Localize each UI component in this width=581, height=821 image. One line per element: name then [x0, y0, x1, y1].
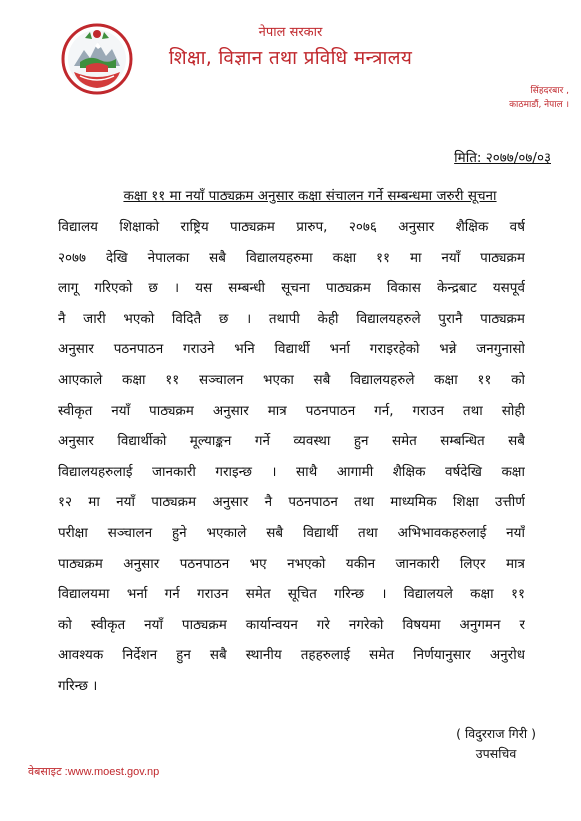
body-line: अनुसार पठनपाठन गराउने भनि विद्यार्थी भर्ना गराइरहेको भन्ने जनगुनासो	[58, 341, 525, 358]
ministry-name: शिक्षा, विज्ञान तथा प्रविधि मन्त्रालय	[168, 47, 413, 69]
body-line: विद्यालय शिक्षाको राष्ट्रिय पाठ्यक्रम प्रारुप, २०७६ अनुसार शैक्षिक वर्ष	[58, 219, 525, 235]
notice-date: मिति: २०७७/०७/०३	[454, 150, 551, 166]
body-line: परीक्षा सञ्चालन हुने भएकाले सबै विद्यार्थी तथा अभिभावकहरुलाई नयाँ	[58, 524, 525, 541]
address-line: सिंहदरबार ,	[530, 86, 569, 96]
body-line: पाठ्यक्रम अनुसार पठनपाठन भए नभएको यकीन जानकारी लिएर मात्र	[58, 555, 525, 572]
body-line: विद्यालयहरुलाई जानकारी गराइन्छ । साथै आगामी शैक्षिक वर्षदेखि कक्षा	[58, 463, 525, 480]
body-line: विद्यालयमा भर्ना गर्न गराउन समेत सूचित गरिन्छ । विद्यालयले कक्षा ११	[58, 586, 525, 603]
body-line: लागू गरिएको छ । यस सम्बन्धी सूचना पाठ्यक्रम विकास केन्द्रबाट यसपूर्व	[58, 280, 525, 297]
website-link[interactable]: वेबसाइट :www.moest.gov.np	[28, 766, 160, 778]
body-line: २०७७ देखि नेपालका सबै विद्यालयहरुमा कक्षा ११ मा नयाँ पाठ्यक्रम	[58, 249, 525, 266]
notice-body	[58, 212, 525, 702]
body-line: आएकाले कक्षा ११ सञ्चालन भएका सबै विद्यालयहरुले कक्षा ११ को	[58, 371, 525, 388]
body-line: अनुसार विद्यार्थीको मूल्याङ्कन गर्ने व्यवस्था हुन समेत सम्बन्धित सबै	[58, 433, 525, 450]
office-address	[509, 84, 569, 112]
government-name: नेपाल सरकार	[258, 25, 323, 40]
signatory-block	[456, 724, 536, 764]
body-line: को स्वीकृत नयाँ पाठ्यक्रम कार्यान्वयन गरे नगरेको विषयमा अनुगमन र	[58, 616, 525, 633]
signatory-title: उपसचिव	[475, 746, 517, 761]
notice-subject: कक्षा ११ मा नयाँ पाठ्यक्रम अनुसार कक्षा संचालन गर्ने सम्बन्धमा जरुरी सूचना	[123, 188, 497, 204]
body-line: गरिन्छ ।	[58, 677, 98, 694]
body-line: आवश्यक निर्देशन हुन सबै स्थानीय तहहरुलाई समेत निर्णयानुसार अनुरोध	[58, 647, 525, 664]
body-line: नै जारी भएको विदितै छ । तथापी केही विद्यालयहरुले पुरानै पाठ्यक्रम	[58, 310, 525, 327]
body-line: स्वीकृत नयाँ पाठ्यक्रम अनुसार मात्र पठनपाठन गर्न, गराउन तथा सोही	[58, 402, 525, 419]
signatory-name: ( विदुरराज गिरी )	[456, 726, 536, 741]
address-line: काठमाडौं, नेपाल ।	[509, 100, 569, 110]
body-line: १२ मा नयाँ पाठ्यक्रम अनुसार नै पठनपाठन तथा माध्यमिक शिक्षा उत्तीर्ण	[58, 494, 525, 511]
